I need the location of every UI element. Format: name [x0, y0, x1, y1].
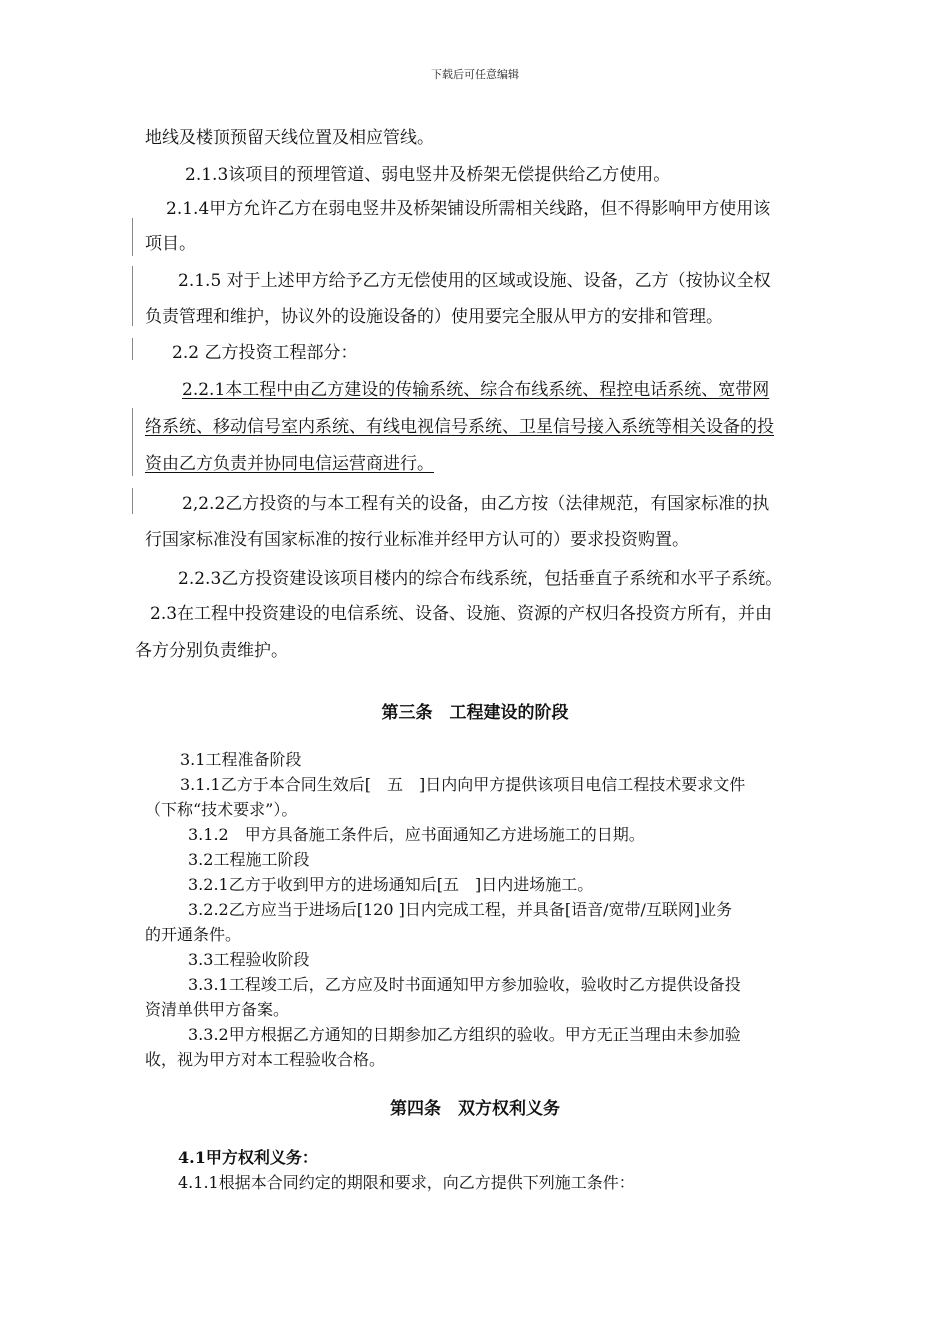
paragraph-line: 各方分别负责维护。: [135, 641, 288, 661]
revision-bar: [132, 218, 133, 256]
paragraph-line: 负责管理和维护，协议外的设施设备的）使用要完全服从甲方的安排和管理。: [145, 307, 723, 327]
paragraph-line: 2.3在工程中投资建设的电信系统、设备、设施、资源的产权归各投资方所有，并由: [150, 604, 773, 624]
section-heading: 3.1工程准备阶段: [180, 750, 302, 769]
revision-bar: [132, 266, 133, 326]
paragraph-line: （下称“技术要求”）。: [145, 800, 298, 819]
paragraph-line: 2.2 乙方投资工程部分：: [172, 343, 358, 363]
revision-bar: [132, 338, 133, 360]
underlined-line: 2.2.1本工程中由乙方建设的传输系统、综合布线系统、程控电话系统、宽带网: [182, 380, 770, 400]
paragraph-line: 2.1.3该项目的预埋管道、弱电竖井及桥架无偿提供给乙方使用。: [185, 165, 671, 185]
paragraph-line: 4.1.1根据本合同约定的期限和要求，向乙方提供下列施工条件：: [178, 1173, 635, 1192]
paragraph-line: 3.1.2 甲方具备施工条件后，应书面通知乙方进场施工的日期。: [188, 825, 645, 844]
revision-bar: [132, 408, 133, 476]
paragraph-line: 3.2.2乙方应当于进场后[120 ]日内完成工程，并具备[语音/宽带/互联网]业务: [188, 900, 733, 919]
paragraph-line: 行国家标准没有国家标准的按行业标准并经甲方认可的）要求投资购置。: [145, 530, 689, 550]
paragraph-line: 3.1.1乙方于本合同生效后[ 五 ]日内向甲方提供该项目电信工程技术要求文件: [180, 775, 746, 794]
paragraph-line: 2.1.4甲方允许乙方在弱电竖井及桥架铺设所需相关线路，但不得影响甲方使用该: [166, 199, 771, 219]
paragraph-line: 资清单供甲方备案。: [145, 1000, 290, 1019]
paragraph-line: 2.1.5 对于上述甲方给予乙方无偿使用的区域或设施、设备，乙方（按协议全权: [178, 271, 771, 291]
underlined-line: 络系统、移动信号室内系统、有线电视信号系统、卫星信号接入系统等相关设备的投: [145, 417, 774, 437]
paragraph-line: 2,2.2乙方投资的与本工程有关的设备，由乙方按（法律规范，有国家标准的执: [182, 494, 770, 514]
underlined-line: 资由乙方负责并协同电信运营商进行。: [145, 454, 434, 474]
paragraph-line: 的开通条件。: [145, 925, 242, 944]
paragraph-line: 项目。: [145, 234, 196, 254]
paragraph-line: 3.3.2甲方根据乙方通知的日期参加乙方组织的验收。甲方无正当理由未参加验: [188, 1025, 741, 1044]
article3-title: 第三条 工程建设的阶段: [381, 703, 569, 723]
section-heading: 3.3工程验收阶段: [188, 950, 310, 969]
page-header: 下载后可任意编辑: [431, 68, 519, 81]
revision-bar: [132, 488, 133, 514]
paragraph-line: 地线及楼顶预留天线位置及相应管线。: [145, 128, 434, 148]
paragraph-line: 3.2.1乙方于收到甲方的进场通知后[五 ]日内进场施工。: [188, 875, 594, 894]
paragraph-line: 3.3.1工程竣工后，乙方应及时书面通知甲方参加验收，验收时乙方提供设备投: [188, 975, 741, 994]
section-heading: 3.2工程施工阶段: [188, 850, 310, 869]
paragraph-line: 收，视为甲方对本工程验收合格。: [145, 1050, 386, 1069]
article4-title: 第四条 双方权利义务: [390, 1099, 560, 1119]
paragraph-line: 2.2.3乙方投资建设该项目楼内的综合布线系统，包括垂直子系统和水平子系统。: [178, 569, 783, 589]
section-heading: 4.1甲方权利义务：: [178, 1148, 318, 1167]
